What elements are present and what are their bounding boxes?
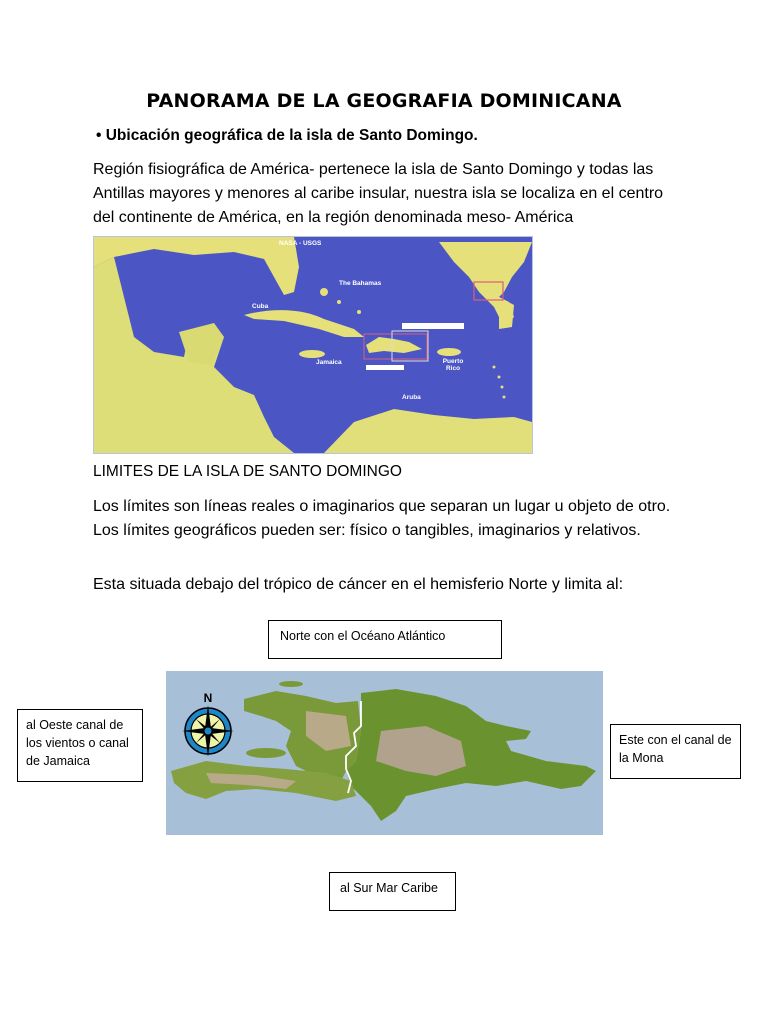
label-jamaica: Jamaica <box>316 359 342 366</box>
hispaniola-map <box>166 671 603 835</box>
paragraph-limits: Los límites son líneas reales o imaginarios que separan un lugar u objeto de otro. Los límites geográficos pueden ser: físico o tangibles, imaginarios y relativos. <box>93 498 671 539</box>
label-cuba: Cuba <box>252 303 269 310</box>
map-credit: NASA - USGS <box>279 240 322 247</box>
limit-south-box: al Sur Mar Caribe <box>329 872 456 911</box>
caribbean-map <box>93 236 533 454</box>
caribbean-map-graphic <box>94 237 532 453</box>
limit-west-box: al Oeste canal de los vientos o canal de Jamaica <box>17 709 143 782</box>
limit-east-box: Este con el canal de la Mona <box>610 724 741 779</box>
compass-rose-icon <box>180 691 240 757</box>
bullet-heading: • Ubicación geográfica de la isla de Santo Domingo. <box>96 127 478 144</box>
label-puerto-rico: Puerto Rico <box>442 358 464 372</box>
page-title: PANORAMA DE LA GEOGRAFIA DOMINICANA <box>146 90 622 112</box>
paragraph-region: Región fisiográfica de América- pertenece la isla de Santo Domingo y todas las Antillas mayores y menores al caribe insular, nuestra isla se localiza en el centro del continente de América, en la región denominada meso- América <box>93 161 664 226</box>
label-aruba: Aruba <box>402 394 421 401</box>
label-bahamas: The Bahamas <box>339 280 382 287</box>
section-heading: LIMITES DE LA ISLA DE SANTO DOMINGO <box>93 463 402 480</box>
paragraph-location: Esta situada debajo del trópico de cáncer en el hemisferio Norte y limita al: <box>93 576 624 593</box>
limit-north-box: Norte con el Océano Atlántico <box>268 620 502 659</box>
svg-text:N: N <box>203 691 213 705</box>
